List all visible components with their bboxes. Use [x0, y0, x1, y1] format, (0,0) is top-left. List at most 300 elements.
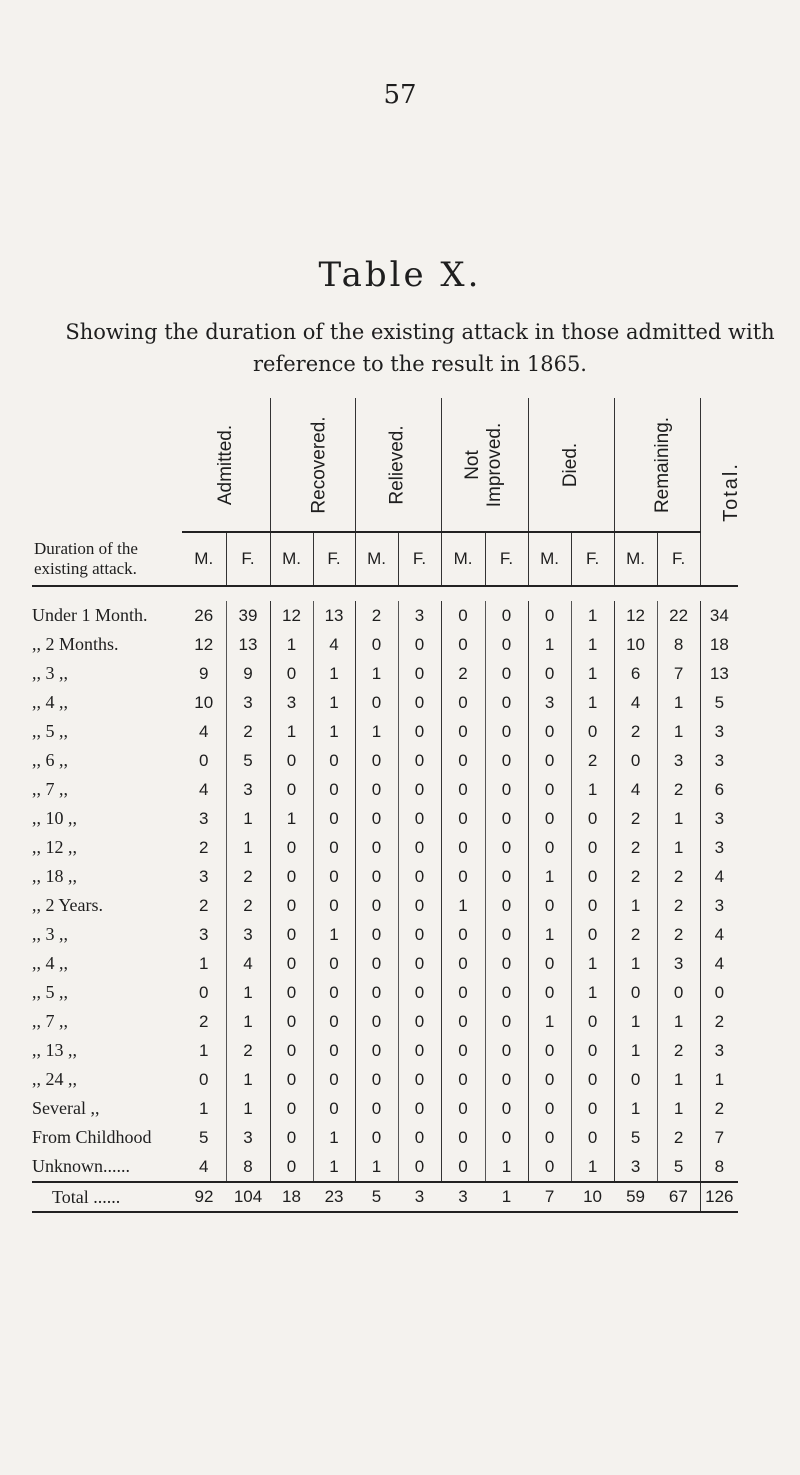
table-cell: 1 [313, 659, 355, 688]
table-cell: 104 [226, 1182, 270, 1212]
header-total: Total. [700, 398, 738, 586]
row-total-cell: 3 [700, 804, 738, 833]
table-cell: 1 [571, 659, 614, 688]
total-row [32, 1182, 738, 1212]
row-total-cell: 0 [700, 978, 738, 1007]
row-total-cell: 34 [700, 601, 738, 630]
table-cell: 1 [614, 1036, 657, 1065]
table-cell: 0 [398, 1094, 441, 1123]
table-cell: 0 [270, 746, 313, 775]
table-cell: 0 [485, 746, 528, 775]
sub-m: M. [441, 532, 485, 586]
row-label: Several ,, [32, 1098, 100, 1118]
table-row [32, 1123, 738, 1152]
table-cell: 0 [528, 1065, 571, 1094]
sub-m: M. [270, 532, 313, 586]
header-relieved: Relieved. [355, 398, 441, 532]
table-cell: 0 [398, 630, 441, 659]
table-cell: 0 [270, 775, 313, 804]
column-group-header-row [32, 398, 738, 532]
table-cell: 0 [528, 717, 571, 746]
table-cell: 0 [355, 804, 398, 833]
table-cell: 1 [614, 1094, 657, 1123]
table-cell: 0 [571, 804, 614, 833]
table-cell: 0 [614, 746, 657, 775]
row-label: ,, 4 ,, [32, 953, 68, 973]
row-label: ,, 3 ,, [32, 924, 68, 944]
table-cell: 3 [182, 862, 226, 891]
table-cell: 3 [270, 688, 313, 717]
table-cell: 0 [485, 601, 528, 630]
header-recovered: Recovered. [270, 398, 355, 532]
row-label: ,, 12 ,, [32, 837, 77, 857]
row-label: ,, 24 ,, [32, 1069, 77, 1089]
table-body [32, 586, 738, 1212]
table-cell: 2 [614, 920, 657, 949]
table-cell: 4 [182, 775, 226, 804]
table-cell: 0 [398, 1123, 441, 1152]
row-header-duration: Duration of the existing attack. [32, 532, 182, 586]
table-cell: 1 [313, 688, 355, 717]
table-cell: 2 [226, 891, 270, 920]
table-cell: 3 [226, 775, 270, 804]
table-cell: 4 [614, 688, 657, 717]
table-cell: 0 [485, 804, 528, 833]
row-label: ,, 6 ,, [32, 750, 68, 770]
table-cell: 3 [441, 1182, 485, 1212]
table-cell: 0 [441, 920, 485, 949]
table-cell: 0 [355, 978, 398, 1007]
table-cell: 10 [182, 688, 226, 717]
table-cell: 0 [441, 746, 485, 775]
table-cell: 0 [398, 717, 441, 746]
table-cell: 1 [270, 630, 313, 659]
table-cell: 0 [270, 949, 313, 978]
table-row [32, 688, 738, 717]
table-cell: 0 [441, 1123, 485, 1152]
header-admitted: Admitted. [182, 398, 270, 532]
duration-result-table [32, 398, 742, 1213]
table-cell: 0 [355, 746, 398, 775]
table-cell: 0 [398, 688, 441, 717]
row-label: ,, 13 ,, [32, 1040, 77, 1060]
table-cell: 0 [398, 949, 441, 978]
table-cell: 0 [313, 862, 355, 891]
table-cell: 2 [614, 717, 657, 746]
sub-m: M. [355, 532, 398, 586]
table-cell: 3 [398, 1182, 441, 1212]
table-cell: 0 [270, 862, 313, 891]
row-total-cell: 4 [700, 862, 738, 891]
table-cell: 1 [657, 1094, 700, 1123]
table-cell: 0 [355, 630, 398, 659]
table-cell: 4 [182, 1152, 226, 1182]
table-row [32, 659, 738, 688]
table-cell: 0 [355, 862, 398, 891]
table-cell: 13 [226, 630, 270, 659]
table-cell: 0 [528, 746, 571, 775]
table-cell: 1 [657, 1007, 700, 1036]
sub-f: F. [657, 532, 700, 586]
row-label: ,, 2 Months. [32, 634, 119, 654]
table-cell: 4 [226, 949, 270, 978]
table-cell: 0 [528, 1152, 571, 1182]
table-cell: 10 [571, 1182, 614, 1212]
table-row [32, 717, 738, 746]
table-cell: 3 [226, 920, 270, 949]
table-cell: 0 [485, 1007, 528, 1036]
table-cell: 1 [485, 1152, 528, 1182]
table-cell: 0 [485, 949, 528, 978]
table-cell: 2 [355, 601, 398, 630]
table-cell: 2 [226, 862, 270, 891]
table-cell: 1 [657, 1065, 700, 1094]
table-cell: 0 [398, 891, 441, 920]
table-row [32, 601, 738, 630]
table-cell: 5 [614, 1123, 657, 1152]
table-cell: 0 [270, 1152, 313, 1182]
table-cell: 0 [270, 1007, 313, 1036]
table-cell: 0 [355, 688, 398, 717]
table-cell: 0 [485, 1094, 528, 1123]
header-died: Died. [528, 398, 614, 532]
total-label: Total ...... [32, 1182, 182, 1212]
table-cell: 0 [441, 1065, 485, 1094]
table-cell: 3 [528, 688, 571, 717]
table-cell: 1 [355, 1152, 398, 1182]
table-cell: 0 [441, 804, 485, 833]
table-cell: 0 [270, 1123, 313, 1152]
table-cell: 3 [398, 601, 441, 630]
table-cell: 0 [441, 717, 485, 746]
table-cell: 0 [398, 659, 441, 688]
table-row [32, 978, 738, 1007]
table-cell: 1 [182, 949, 226, 978]
table-cell: 1 [571, 688, 614, 717]
table-cell: 1 [657, 717, 700, 746]
row-total-cell: 3 [700, 746, 738, 775]
table-cell: 2 [182, 1007, 226, 1036]
table-cell: 0 [571, 833, 614, 862]
table-cell: 2 [657, 891, 700, 920]
table-cell: 1 [270, 804, 313, 833]
table-row [32, 775, 738, 804]
table-cell: 0 [355, 1094, 398, 1123]
table-cell: 1 [528, 920, 571, 949]
table-cell: 0 [485, 1036, 528, 1065]
table-cell: 2 [657, 1036, 700, 1065]
table-cell: 13 [313, 601, 355, 630]
table-row [32, 804, 738, 833]
table-cell: 0 [571, 1094, 614, 1123]
table-cell: 0 [355, 833, 398, 862]
table-cell: 1 [313, 1123, 355, 1152]
table-cell: 0 [270, 891, 313, 920]
table-cell: 0 [571, 891, 614, 920]
table-cell: 2 [571, 746, 614, 775]
table-cell: 0 [571, 717, 614, 746]
row-total-cell: 3 [700, 1036, 738, 1065]
row-total-cell: 4 [700, 949, 738, 978]
table-cell: 39 [226, 601, 270, 630]
table-cell: 1 [226, 1094, 270, 1123]
table-cell: 1 [657, 804, 700, 833]
table-cell: 0 [398, 746, 441, 775]
table-cell: 7 [528, 1182, 571, 1212]
table-cell: 3 [657, 746, 700, 775]
table-cell: 0 [528, 891, 571, 920]
table-cell: 92 [182, 1182, 226, 1212]
table-cell: 3 [657, 949, 700, 978]
table-cell: 5 [226, 746, 270, 775]
table-cell: 5 [355, 1182, 398, 1212]
table-cell: 1 [571, 601, 614, 630]
table-cell: 5 [657, 1152, 700, 1182]
table-cell: 1 [528, 862, 571, 891]
table-cell: 0 [398, 862, 441, 891]
table-cell: 0 [528, 1094, 571, 1123]
table-cell: 0 [313, 1036, 355, 1065]
table-cell: 0 [441, 775, 485, 804]
table-cell: 0 [528, 1036, 571, 1065]
row-label: ,, 7 ,, [32, 779, 68, 799]
table-row [32, 1094, 738, 1123]
table-cell: 1 [657, 833, 700, 862]
table-cell: 0 [485, 775, 528, 804]
table-cell: 0 [441, 978, 485, 1007]
table-row [32, 1065, 738, 1094]
table-row [32, 1036, 738, 1065]
sub-f: F. [226, 532, 270, 586]
table-cell: 2 [614, 833, 657, 862]
table-cell: 0 [355, 1065, 398, 1094]
table-cell: 0 [398, 1036, 441, 1065]
table-cell: 0 [441, 1007, 485, 1036]
table-cell: 0 [571, 920, 614, 949]
table-cell: 1 [528, 1007, 571, 1036]
table-cell: 0 [313, 891, 355, 920]
table-cell: 0 [571, 1036, 614, 1065]
subtitle-line-1: Showing the duration of the existing attack in those admitted with [65, 320, 775, 344]
table-cell: 10 [614, 630, 657, 659]
table-cell: 0 [270, 920, 313, 949]
row-total-cell: 3 [700, 717, 738, 746]
row-label: ,, 5 ,, [32, 721, 68, 741]
table-cell: 0 [441, 1036, 485, 1065]
table-cell: 0 [485, 920, 528, 949]
table-cell: 0 [485, 1123, 528, 1152]
table-cell: 2 [182, 891, 226, 920]
table-title: Table X. [318, 255, 482, 295]
row-total-cell: 2 [700, 1094, 738, 1123]
table-cell: 1 [441, 891, 485, 920]
row-label: ,, 2 Years. [32, 895, 104, 915]
table-cell: 0 [441, 949, 485, 978]
row-label: ,, 10 ,, [32, 808, 77, 828]
row-total-cell: 3 [700, 891, 738, 920]
table-cell: 0 [398, 978, 441, 1007]
table-cell: 0 [441, 1094, 485, 1123]
table-cell: 0 [441, 688, 485, 717]
table-cell: 3 [182, 920, 226, 949]
spacer-row [32, 586, 738, 601]
table-cell: 0 [270, 1065, 313, 1094]
table-cell: 2 [657, 775, 700, 804]
table-cell: 0 [313, 1065, 355, 1094]
table-cell: 0 [571, 1123, 614, 1152]
table-row [32, 1007, 738, 1036]
table-cell: 0 [313, 1094, 355, 1123]
table-cell: 0 [528, 601, 571, 630]
table-cell: 0 [485, 659, 528, 688]
table-cell: 1 [313, 1152, 355, 1182]
row-total-cell: 6 [700, 775, 738, 804]
row-total-cell: 3 [700, 833, 738, 862]
row-total-cell: 126 [700, 1182, 738, 1212]
table-cell: 0 [270, 833, 313, 862]
row-label: ,, 7 ,, [32, 1011, 68, 1031]
table-cell: 0 [355, 1123, 398, 1152]
table-cell: 6 [614, 659, 657, 688]
table-cell: 0 [398, 1065, 441, 1094]
row-total-cell: 4 [700, 920, 738, 949]
table-cell: 26 [182, 601, 226, 630]
table-cell: 8 [657, 630, 700, 659]
table-cell: 0 [528, 978, 571, 1007]
row-label: From Childhood [32, 1127, 152, 1147]
table-cell: 1 [614, 949, 657, 978]
sex-subheader-row [32, 532, 738, 586]
table-cell: 1 [614, 1007, 657, 1036]
sub-f: F. [571, 532, 614, 586]
table-row [32, 630, 738, 659]
row-total-cell: 5 [700, 688, 738, 717]
table-row [32, 1152, 738, 1182]
table-cell: 0 [355, 1007, 398, 1036]
table-cell: 0 [270, 1094, 313, 1123]
row-label: ,, 5 ,, [32, 982, 68, 1002]
table-cell: 1 [226, 804, 270, 833]
header-not-improved: Not Improved. [441, 398, 528, 532]
table-cell: 1 [226, 1065, 270, 1094]
table-cell: 0 [485, 688, 528, 717]
table-cell: 1 [571, 630, 614, 659]
sub-f: F. [313, 532, 355, 586]
table-cell: 1 [571, 775, 614, 804]
table-cell: 0 [270, 1036, 313, 1065]
table-cell: 0 [355, 775, 398, 804]
table-cell: 1 [571, 949, 614, 978]
table-cell: 1 [614, 891, 657, 920]
row-total-cell: 13 [700, 659, 738, 688]
header-remaining: Remaining. [614, 398, 700, 532]
table-cell: 3 [226, 1123, 270, 1152]
table-cell: 0 [398, 1152, 441, 1182]
table-cell: 0 [313, 746, 355, 775]
table-cell: 0 [355, 920, 398, 949]
table-cell: 3 [226, 688, 270, 717]
table-cell: 4 [313, 630, 355, 659]
table-cell: 1 [355, 659, 398, 688]
table-cell: 0 [528, 833, 571, 862]
table-row [32, 949, 738, 978]
table-cell: 22 [657, 601, 700, 630]
table-cell: 0 [528, 804, 571, 833]
table-cell: 0 [355, 1036, 398, 1065]
table-cell: 1 [182, 1094, 226, 1123]
table-cell: 2 [182, 833, 226, 862]
table-row [32, 891, 738, 920]
table-cell: 9 [182, 659, 226, 688]
duration-table-wrapper [32, 398, 742, 1213]
row-label: ,, 18 ,, [32, 866, 77, 886]
row-label: Under 1 Month. [32, 605, 148, 625]
table-cell: 5 [182, 1123, 226, 1152]
table-subtitle [40, 316, 800, 380]
table-cell: 2 [657, 862, 700, 891]
table-cell: 18 [270, 1182, 313, 1212]
table-row [32, 746, 738, 775]
table-cell: 0 [528, 775, 571, 804]
table-cell: 0 [485, 1065, 528, 1094]
table-cell: 1 [226, 978, 270, 1007]
table-cell: 1 [313, 717, 355, 746]
table-cell: 1 [571, 1152, 614, 1182]
table-cell: 0 [313, 804, 355, 833]
table-cell: 0 [182, 746, 226, 775]
table-cell: 8 [226, 1152, 270, 1182]
table-cell: 0 [182, 978, 226, 1007]
table-cell: 2 [441, 659, 485, 688]
page-number: 57 [383, 80, 417, 110]
table-cell: 1 [226, 833, 270, 862]
sub-m: M. [182, 532, 226, 586]
table-cell: 0 [571, 1065, 614, 1094]
row-total-cell: 1 [700, 1065, 738, 1094]
table-cell: 1 [528, 630, 571, 659]
table-cell: 67 [657, 1182, 700, 1212]
table-cell: 0 [485, 862, 528, 891]
table-cell: 23 [313, 1182, 355, 1212]
table-cell: 2 [657, 1123, 700, 1152]
table-cell: 2 [614, 804, 657, 833]
row-total-cell: 8 [700, 1152, 738, 1182]
table-cell: 1 [571, 978, 614, 1007]
table-cell: 0 [528, 659, 571, 688]
table-cell: 1 [485, 1182, 528, 1212]
table-cell: 0 [485, 833, 528, 862]
table-cell: 12 [270, 601, 313, 630]
blank-corner [32, 398, 182, 532]
table-cell: 0 [313, 775, 355, 804]
table-cell: 0 [270, 659, 313, 688]
subtitle-line-2: reference to the result in 1865. [253, 352, 587, 376]
sub-m: M. [614, 532, 657, 586]
table-cell: 0 [485, 717, 528, 746]
table-cell: 3 [614, 1152, 657, 1182]
table-cell: 0 [614, 978, 657, 1007]
table-cell: 0 [270, 978, 313, 1007]
table-cell: 0 [398, 833, 441, 862]
table-cell: 0 [441, 862, 485, 891]
table-cell: 0 [441, 601, 485, 630]
table-cell: 1 [355, 717, 398, 746]
table-cell: 0 [182, 1065, 226, 1094]
table-cell: 1 [226, 1007, 270, 1036]
table-cell: 0 [398, 1007, 441, 1036]
table-cell: 0 [485, 891, 528, 920]
table-cell: 0 [571, 862, 614, 891]
